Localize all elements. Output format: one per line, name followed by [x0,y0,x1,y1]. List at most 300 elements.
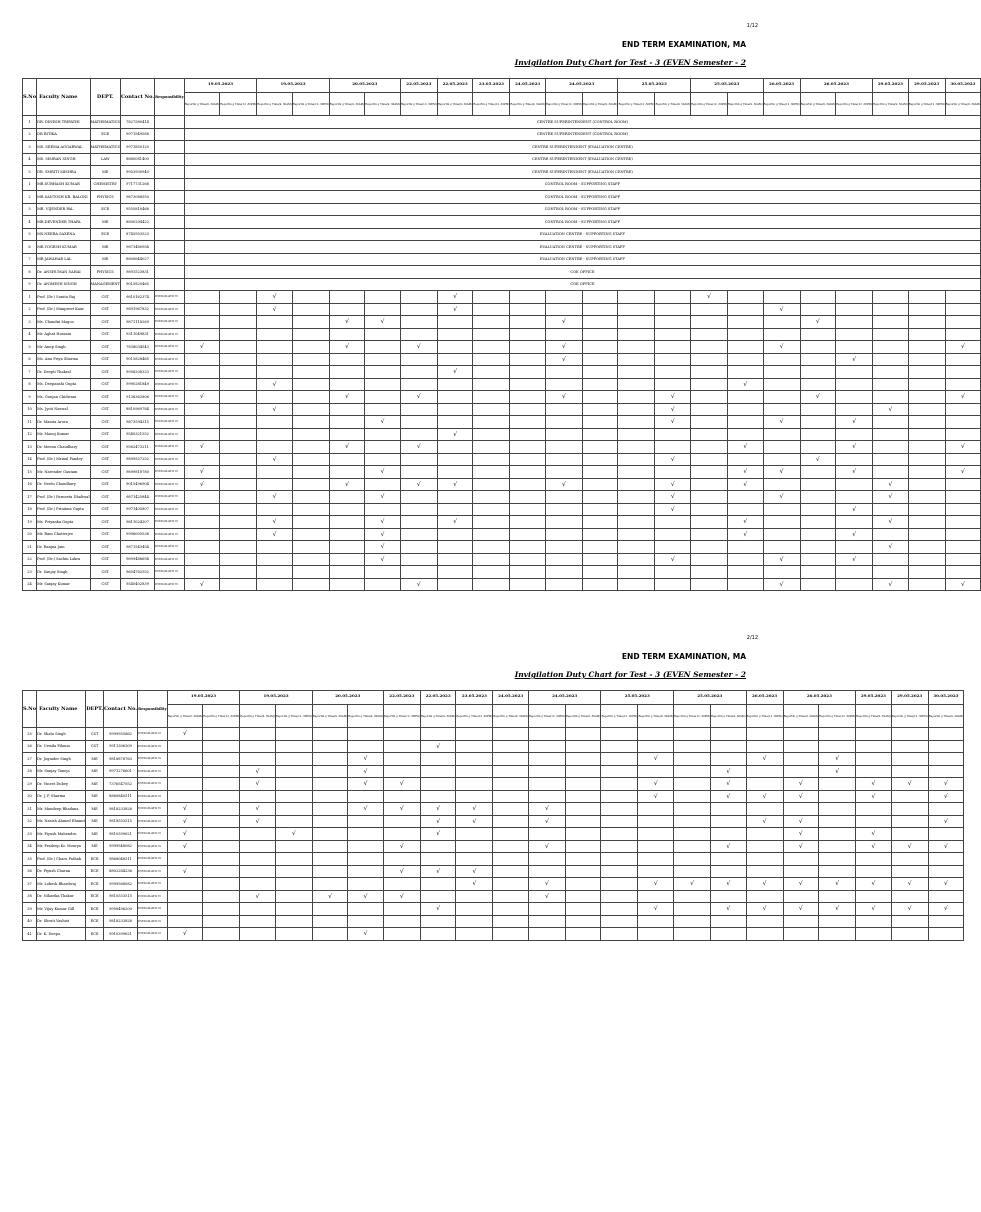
duty-cell [746,828,783,841]
duty-cell [365,441,401,454]
table-row [23,128,981,141]
duty-cell [220,403,257,416]
cell-responsibility [155,141,185,154]
duty-cell [873,341,909,354]
duty-cell [329,503,365,516]
duty-cell [545,566,582,579]
duty-cell [184,516,220,529]
duty-cell [240,790,276,803]
duty-check-mark: √ [928,790,964,803]
duty-check-mark: √ [945,578,981,591]
duty-check-mark: √ [763,578,800,591]
table-row [23,928,964,941]
duty-check-mark: √ [783,778,819,791]
duty-cell [545,328,582,341]
duty-cell [493,815,529,828]
duty-cell [510,578,546,591]
date-header: 29.05.2023 [873,79,909,93]
duty-cell [510,541,546,554]
cell-responsibility: INVIGILATO N [155,291,185,304]
duty-cell [711,865,747,878]
duty-cell [836,566,873,579]
table-row [23,790,964,803]
duty-cell [275,915,312,928]
reporting-time-header: Reportin g Time(12 .30PM) [746,705,783,728]
duty-cell [365,566,401,579]
duty-cell [565,828,601,841]
duty-check-mark: √ [783,903,819,916]
duty-cell [420,778,456,791]
duty-cell [928,915,964,928]
duty-cell [203,915,240,928]
cell-dept: CST [90,341,120,354]
duty-cell [473,403,510,416]
duty-cell [691,516,728,529]
duty-cell [292,416,329,429]
duty-cell [437,353,473,366]
duty-cell [528,828,565,841]
duty-cell [908,378,945,391]
duty-cell [565,878,601,891]
cell-dept: PHYSICS [90,191,120,204]
duty-cell [800,441,836,454]
cell-sno: 7 [23,253,37,266]
duty-cell [763,353,800,366]
cell-dept: ME [90,216,120,229]
duty-cell [510,553,546,566]
date-header: 24.05.2023 [545,79,618,93]
duty-cell [203,840,240,853]
cell-faculty-name: Mr. Manoj Kumar [37,428,91,441]
col-header-dept: DEPT. [90,79,120,116]
duty-cell [836,316,873,329]
cell-contact: 9810553515 [103,890,137,903]
duty-cell [348,865,384,878]
duty-cell [674,840,711,853]
duty-cell [582,353,618,366]
duty-cell [908,341,945,354]
duty-check-mark: √ [257,491,293,504]
duty-cell [437,453,473,466]
duty-cell [746,890,783,903]
exam-title: END TERM EXAMINATION, MA [621,40,746,49]
duty-cell [473,503,510,516]
table-row [23,241,981,254]
duty-check-mark: √ [167,828,203,841]
duty-cell [348,903,384,916]
duty-cell [348,728,384,741]
cell-contact: 8860840511 [103,790,137,803]
duty-check-mark: √ [783,815,819,828]
duty-cell [691,566,728,579]
cell-faculty-name: MR.SUBHASH KUMAR [37,178,91,191]
duty-cell [618,416,655,429]
reporting-time-header: Reportin g Time(12 .30PM) [691,93,728,116]
duty-cell [400,491,437,504]
duty-cell [728,303,764,316]
cell-dept: CST [90,441,120,454]
cell-contact: 9910399621 [103,928,137,941]
duty-cell [510,528,546,541]
reporting-time-header: Reportin g Time(9. 30AM) [365,93,401,116]
table-row [23,253,981,266]
cell-faculty-name: Dr. Deepti Thakral [37,366,91,379]
duty-cell [437,416,473,429]
duty-cell [437,491,473,504]
duty-check-mark: √ [400,478,437,491]
cell-faculty-name: Ms. Deepanshi Gupta [37,378,91,391]
duty-cell [437,566,473,579]
duty-cell [184,303,220,316]
duty-cell [400,566,437,579]
duty-cell [220,378,257,391]
duty-cell [312,803,348,816]
duty-cell [873,353,909,366]
cell-responsibility: INVIGILATO N [138,765,168,778]
cell-responsibility: INVIGILATO N [155,516,185,529]
duty-check-mark: √ [945,341,981,354]
duty-cell [836,478,873,491]
duty-cell [638,853,674,866]
cell-responsibility [155,228,185,241]
duty-cell [203,853,240,866]
duty-cell [674,790,711,803]
reporting-time-header: Reportin g Time(9. 30AM) [928,705,964,728]
duty-cell [329,528,365,541]
duty-check-mark: √ [257,303,293,316]
duty-cell [365,366,401,379]
cell-dept: CST [90,478,120,491]
cell-dept: CST [90,428,120,441]
duty-cell [565,903,601,916]
duty-cell [746,915,783,928]
duty-cell [292,303,329,316]
duty-cell [348,815,384,828]
table-row [23,141,981,154]
duty-check-mark: √ [873,578,909,591]
duty-cell [220,578,257,591]
table-row [23,890,964,903]
duty-cell [908,303,945,316]
duty-cell [292,391,329,404]
cell-sno: 6 [23,353,37,366]
duty-cell [618,353,655,366]
duty-check-mark: √ [400,441,437,454]
duty-cell [873,378,909,391]
table-row [23,753,964,766]
duty-cell [167,878,203,891]
date-header: 26.05.2023 [783,691,856,705]
duty-cell [510,403,546,416]
duty-cell [582,503,618,516]
duty-check-mark: √ [836,466,873,479]
duty-check-mark: √ [528,803,565,816]
duty-check-mark: √ [800,316,836,329]
duty-check-mark: √ [420,803,456,816]
cell-responsibility [155,203,185,216]
duty-cell [312,765,348,778]
duty-cell [565,740,601,753]
duty-check-mark: √ [383,840,420,853]
duty-cell [908,478,945,491]
duty-cell [674,853,711,866]
duty-cell [582,453,618,466]
duty-cell [655,366,691,379]
cell-contact: 9873594315 [120,416,154,429]
duty-cell [711,915,747,928]
duty-check-mark: √ [437,428,473,441]
duty-cell [711,853,747,866]
duty-cell [691,541,728,554]
duty-cell [638,890,674,903]
reporting-time-header: Reportin g Time(12 .30PM) [908,93,945,116]
cell-contact: 9899488694 [120,553,154,566]
duty-cell [528,778,565,791]
cell-sno: 30 [23,790,37,803]
duty-cell [365,578,401,591]
duty-cell [565,790,601,803]
duty-cell [473,316,510,329]
duty-cell [473,391,510,404]
duty-check-mark: √ [891,840,928,853]
duty-cell [873,566,909,579]
duty-cell [528,728,565,741]
duty-cell [257,553,293,566]
duty-check-mark: √ [674,878,711,891]
cell-contact: 9818878763 [103,753,137,766]
duty-cell [383,753,420,766]
duty-cell [437,316,473,329]
duty-cell [891,803,928,816]
cell-sno: 4 [23,328,37,341]
duty-cell [456,903,493,916]
duty-cell [545,516,582,529]
duty-cell [945,366,981,379]
duty-check-mark: √ [638,878,674,891]
duty-cell [783,865,819,878]
duty-cell [638,765,674,778]
table-row [23,391,981,404]
duty-check-mark: √ [528,815,565,828]
cell-contact: 9999548082 [103,840,137,853]
duty-cell [763,528,800,541]
duty-cell [618,328,655,341]
duty-cell [873,291,909,304]
duty-check-mark: √ [456,815,493,828]
col-header-sno: S.No [23,79,37,116]
duty-cell [240,753,276,766]
duty-cell [329,303,365,316]
chart-subtitle: Invigilation Duty Chart for Test - 3 (EVEN Semester - 2 [514,670,746,679]
duty-cell [383,728,420,741]
duty-cell [528,753,565,766]
duty-check-mark: √ [928,778,964,791]
duty-cell [908,391,945,404]
duty-cell [203,765,240,778]
duty-cell [437,403,473,416]
duty-cell [220,416,257,429]
duty-cell [275,815,312,828]
cell-contact: 8810969784 [120,403,154,416]
cell-contact: 9971949588 [120,128,154,141]
duty-check-mark: √ [800,453,836,466]
cell-dept: ECE [90,228,120,241]
duty-cell [493,878,529,891]
duty-cell [240,853,276,866]
duty-cell [674,865,711,878]
duty-check-mark: √ [783,878,819,891]
cell-dept: CST [90,528,120,541]
cell-faculty-name: Prof. (Dr.) Mrinal Pandey [37,453,91,466]
duty-check-mark: √ [348,890,384,903]
duty-check-mark: √ [638,753,674,766]
duty-cell [711,753,747,766]
table-row [23,903,964,916]
duty-cell [257,441,293,454]
duty-check-mark: √ [184,391,220,404]
duty-cell [510,328,546,341]
duty-cell [437,328,473,341]
duty-cell [711,928,747,941]
table-row [23,778,964,791]
duty-cell [800,541,836,554]
reporting-time-header: Reportin g Time(12 .30PM) [275,705,312,728]
cell-sno: 24 [23,578,37,591]
duty-cell [473,553,510,566]
duty-cell [292,541,329,554]
duty-check-mark: √ [329,316,365,329]
duty-cell [275,878,312,891]
duty-cell [220,503,257,516]
duty-cell [493,803,529,816]
table-row [23,316,981,329]
duty-check-mark: √ [184,578,220,591]
reporting-time-header: Reportin g Time(9. 30AM) [257,93,293,116]
duty-cell [638,728,674,741]
duty-cell [691,441,728,454]
duty-cell [275,890,312,903]
duty-check-mark: √ [456,865,493,878]
duty-assignment: EVALUATION CENTRE - SUPPORTING STAFF [184,253,981,266]
duty-cell [763,378,800,391]
duty-check-mark: √ [257,528,293,541]
cell-sno: 4 [23,153,37,166]
duty-cell [728,428,764,441]
duty-cell [329,416,365,429]
duty-cell [493,915,529,928]
duty-check-mark: √ [257,516,293,529]
duty-cell [545,428,582,441]
duty-cell [783,753,819,766]
duty-cell [473,541,510,554]
duty-check-mark: √ [856,840,892,853]
duty-cell [220,328,257,341]
duty-cell [819,790,856,803]
duty-check-mark: √ [873,403,909,416]
duty-cell [565,778,601,791]
cell-dept: MATHEMATICS [90,141,120,154]
duty-cell [510,428,546,441]
duty-cell [856,865,892,878]
cell-contact: 9868048511 [103,853,137,866]
duty-cell [655,428,691,441]
duty-cell [312,928,348,941]
duty-cell [763,291,800,304]
duty-cell [257,366,293,379]
duty-cell [746,853,783,866]
cell-faculty-name: Dr. Piyush Charan [37,865,86,878]
duty-check-mark: √ [329,441,365,454]
duty-cell [329,516,365,529]
duty-assignment: CENTRE SUPERINTENDENT (CONTROL ROOM) [184,116,981,129]
duty-cell [348,915,384,928]
duty-cell [618,291,655,304]
duty-cell [400,516,437,529]
duty-cell [275,903,312,916]
duty-check-mark: √ [329,341,365,354]
cell-sno: 1 [23,116,37,129]
cell-sno: 3 [23,203,37,216]
duty-cell [873,391,909,404]
cell-contact: 9999955862 [103,728,137,741]
duty-cell [783,803,819,816]
duty-cell [493,765,529,778]
table-row [23,291,981,304]
cell-faculty-name: Mr. Aghat Hussain [37,328,91,341]
cell-dept: PHYSICS [90,266,120,279]
cell-faculty-name: MR.DEVENDER THAPA [37,216,91,229]
duty-cell [601,815,638,828]
duty-cell [928,828,964,841]
duty-cell [400,328,437,341]
duty-cell [618,478,655,491]
duty-cell [655,566,691,579]
duty-cell [565,753,601,766]
duty-cell [510,366,546,379]
col-header-responsibility: Responsibility [155,79,185,116]
duty-cell [365,341,401,354]
cell-responsibility [155,153,185,166]
cell-sno: 9 [23,278,37,291]
duty-cell [240,728,276,741]
duty-cell [292,578,329,591]
duty-check-mark: √ [240,815,276,828]
duty-cell [257,466,293,479]
duty-cell [473,453,510,466]
reporting-time-header: Reportin g Time(12 .30PM) [819,705,856,728]
duty-cell [473,491,510,504]
duty-cell [545,366,582,379]
duty-cell [728,416,764,429]
cell-contact: 9871543454 [120,541,154,554]
cell-faculty-name: Mr. Piyush Mahendru [37,828,86,841]
duty-check-mark: √ [746,753,783,766]
duty-cell [184,428,220,441]
duty-cell [728,366,764,379]
duty-cell [528,865,565,878]
cell-responsibility: INVIGILATO N [138,890,168,903]
duty-cell [746,803,783,816]
reporting-time-header: Reportin g Time(12 .30PM) [456,705,493,728]
duty-cell [400,316,437,329]
duty-check-mark: √ [655,453,691,466]
cell-dept: CST [90,541,120,554]
cell-responsibility: INVIGILATO N [155,528,185,541]
cell-faculty-name: Prof. (Dr.) Sachin Lakra [37,553,91,566]
duty-check-mark: √ [348,928,384,941]
duty-check-mark: √ [437,303,473,316]
duty-cell [928,853,964,866]
